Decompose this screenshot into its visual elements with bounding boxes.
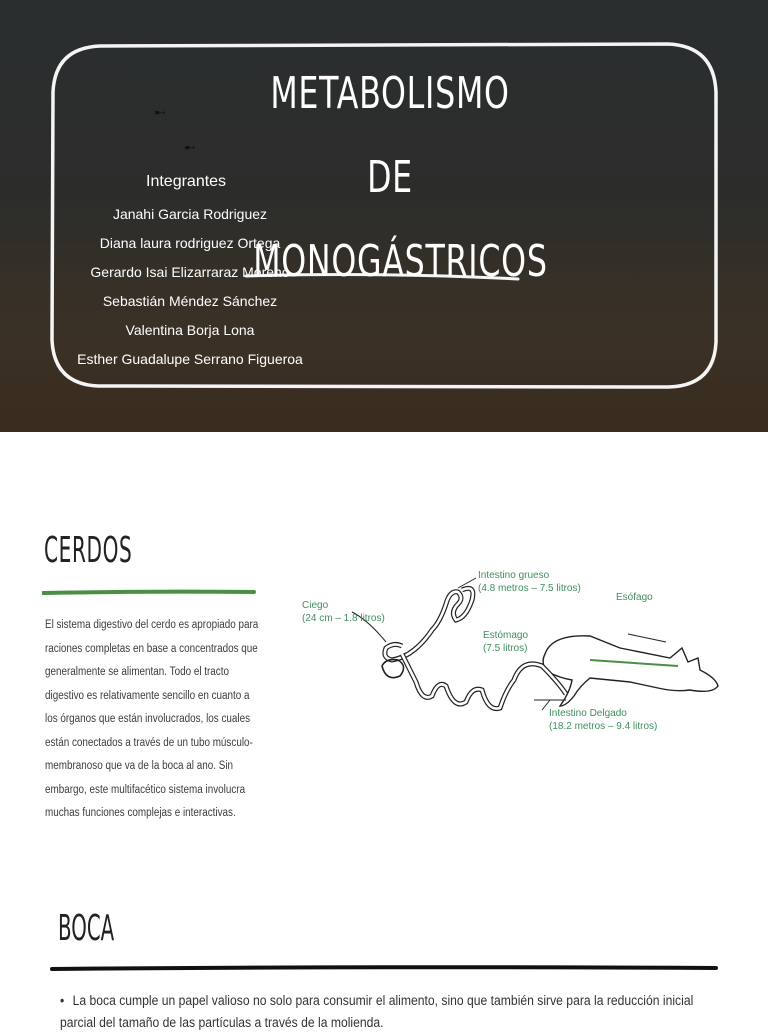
boca-bullet-text: La boca cumple un papel valioso no solo para consumir el alimento, sino que también sirve para la reducción inicial parcial del tamaño de las partículas a través de la molienda. [60, 993, 694, 1030]
label-estomago-detail: (7.5 litros) [483, 643, 528, 654]
member-name: Esther Guadalupe Serrano Figueroa [77, 351, 303, 367]
member-name: Janahi Garcia Rodriguez [112, 206, 268, 222]
member-name: Diana laura rodriguez Ortega [99, 235, 281, 251]
label-esofago: Esófago [616, 592, 653, 603]
cerdos-paragraph: El sistema digestivo del cerdo es apropiado para raciones completas en base a concentrados que generalmente se alimentan. Todo el tracto digestivo es relativamente sencillo en cuanto a los órganos que están involucrados, los cuales están conectados a través de un tubo músculo-membranoso que va de la boca al ano. Sin embargo, este multifacético sistema involucra muchas funciones complejas e interactivas. [45, 619, 259, 819]
bullet-icon: • [60, 993, 65, 1008]
green-divider [42, 589, 256, 597]
label-intestino-grueso: Intestino grueso [478, 570, 550, 581]
cerdos-heading: CERDOS [44, 530, 133, 571]
label-ciego-detail: (24 cm – 1.8 litros) [302, 613, 385, 624]
member-name: Gerardo Isai Elizarraraz Moreno [90, 264, 290, 280]
bird-icon: ➸ [184, 139, 196, 155]
label-intestino-delgado-detail: (18.2 metros – 9.4 litros) [549, 721, 658, 732]
content-slide [0, 432, 768, 1030]
member-name: Valentina Borja Lona [125, 322, 255, 338]
boca-heading: BOCA [58, 908, 115, 949]
bird-icon: ➸ [154, 104, 166, 120]
label-ciego: Ciego [302, 600, 329, 611]
label-intestino-delgado: Intestino Delgado [549, 708, 627, 719]
member-name: Sebastián Méndez Sánchez [102, 293, 278, 309]
pig-digestive-diagram [290, 562, 730, 742]
black-divider [50, 965, 718, 973]
cover-slide [0, 0, 768, 432]
label-intestino-grueso-detail: (4.8 metros – 7.5 litros) [478, 583, 581, 594]
label-estomago: Estómago [483, 630, 529, 641]
boca-bullet [60, 990, 717, 1034]
integrantes-label: Integrantes [146, 173, 227, 190]
cover-title: METABOLISMO DE MONOGÁSTRICOS [253, 68, 548, 287]
